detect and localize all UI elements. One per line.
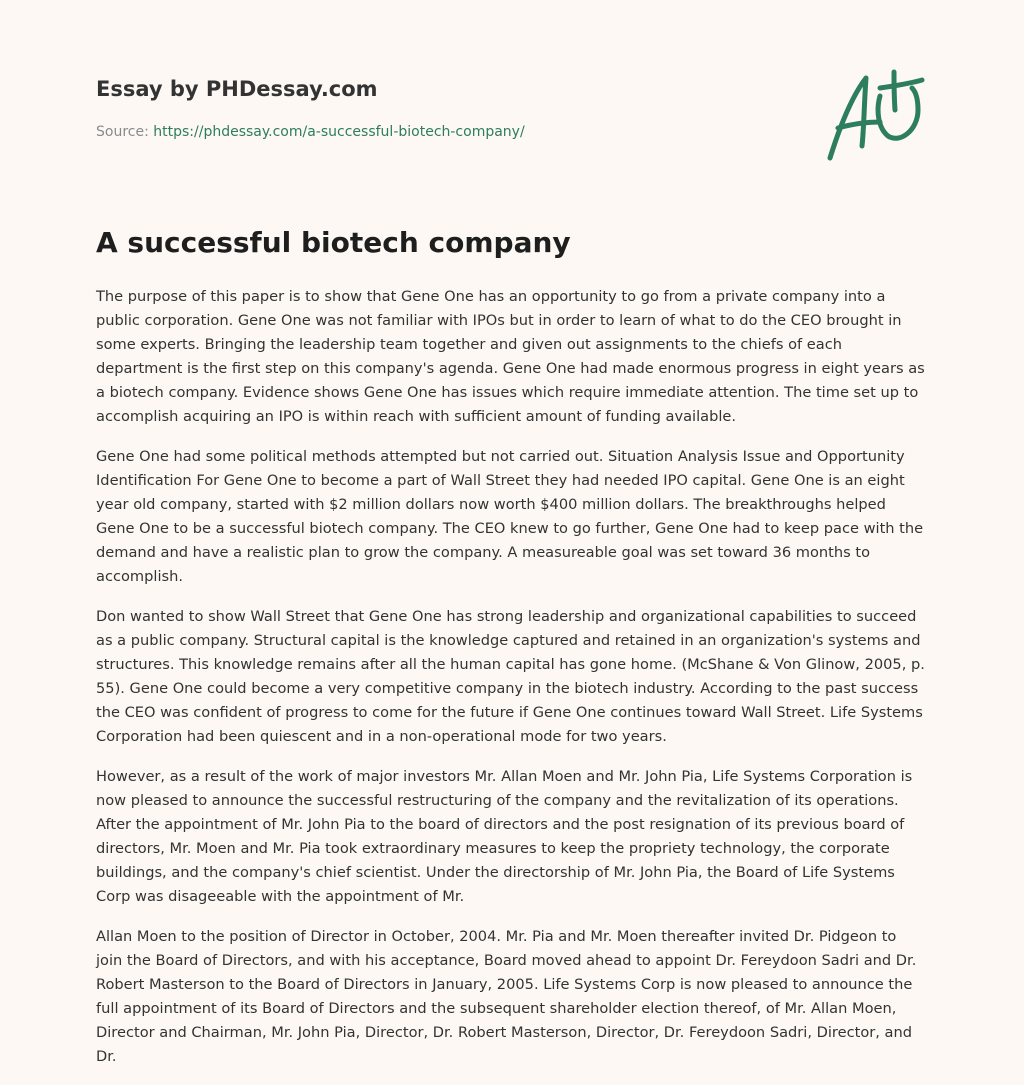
source-label: Source: (96, 124, 154, 140)
essay-paragraph: Allan Moen to the position of Director in October, 2004. Mr. Pia and Mr. Moen thereafter invited Dr. Pidgeon to join the Board of Directors, and with his acceptance, Board moved ahead to appoint Dr. Fereydoon Sadri and Dr. Robert Masterson to the Board of Directors in January, 2005. Life Systems Corp is now pleased to announce the full appointment of its Board of Directors and the subsequent shareholder election thereof, of Mr. Allan Moen, Director and Chairman, Mr. John Pia, Director, Dr. Robert Masterson, Director, Dr. Fereydoon Sadri, Director, and Dr. (96, 928, 917, 1065)
essay-body (96, 285, 926, 1085)
essay-paragraph: Don wanted to show Wall Street that Gene One has strong leadership and organizational capabilities to succeed as a public company. Structural capital is the knowledge captured and retained in an organization's systems and structures. This knowledge remains after all the human capital has gone home. (McShane & Von Glinow, 2005, p. 55). Gene One could become a very competitive company in the biotech industry. According to the past success the CEO was confident of progress to come for the future if Gene One continues toward Wall Street. Life Systems Corporation had been quiescent and in a non-operational mode for two years. (96, 608, 925, 745)
source-link[interactable]: https://phdessay.com/a-successful-biotech-company/ (153, 124, 525, 140)
essay-paragraph: Gene One had some political methods attempted but not carried out. Situation Analysis Issue and Opportunity Identification For Gene One to become a part of Wall Street they had needed IPO capital. Gene One is an eight year old company, started with $2 million dollars now worth $400 million dollars. The breakthroughs helped Gene One to be a successful biotech company. The CEO knew to go further, Gene One had to keep pace with the demand and have a realistic plan to grow the company. A measureable goal was set toward 36 months to accomplish. (96, 448, 924, 585)
essay-paragraph: However, as a result of the work of major investors Mr. Allan Moen and Mr. John Pia, Life Systems Corporation is now pleased to announce the successful restructuring of the company and the revitalization of its operations. After the appointment of Mr. John Pia to the board of directors and the post resignation of its previous board of directors, Mr. Moen and Mr. Pia took extraordinary measures to keep the propriety technology, the corporate buildings, and the company's chief scientist. Under the directorship of Mr. John Pia, the Board of Life Systems Corp was disageeable with the appointment of Mr. (96, 768, 913, 905)
site-brand: Essay by PHDessay.com (96, 77, 378, 101)
essay-title: A successful biotech company (96, 226, 571, 259)
source-line (96, 124, 525, 140)
essay-paragraph: The purpose of this paper is to show that Gene One has an opportunity to go from a private company into a public corporation. Gene One was not familiar with IPOs but in order to learn of what to do the CEO brought in some experts. Bringing the leadership team together and given out assignments to the chiefs of each department is the first step on this company's agenda. Gene One had made enormous progress in eight years as a biotech company. Evidence shows Gene One has issues which require immediate attention. The time set up to accomplish acquiring an IPO is within reach with sufficient amount of funding available. (96, 288, 925, 425)
a-plus-logo-icon (822, 66, 930, 166)
